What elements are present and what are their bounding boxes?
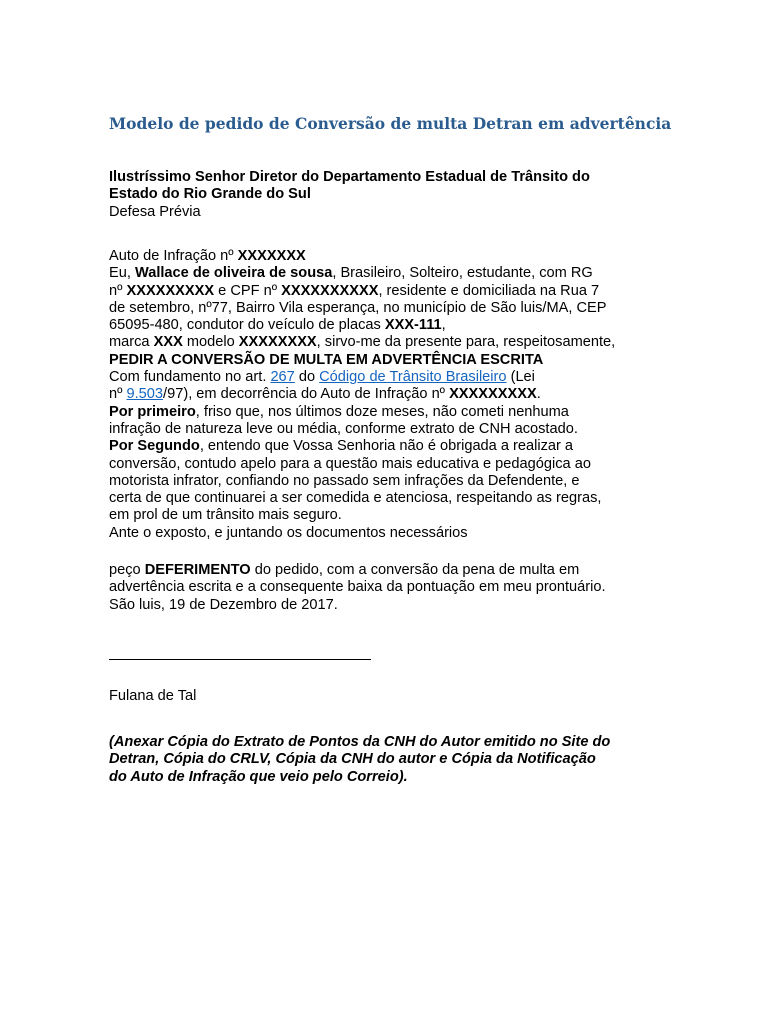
lei-prefix: nº xyxy=(109,386,127,403)
law-number-line xyxy=(109,386,669,403)
first-argument-line-1 xyxy=(109,404,669,421)
rg-prefix: nº xyxy=(109,282,127,299)
attachment-note xyxy=(109,734,669,786)
second-argument-line-4: certa de que continuarei a ser comedida e atenciosa, respeitando as regras, xyxy=(109,490,602,507)
fundamento-do: do xyxy=(294,369,320,386)
address-line-2: de setembro, nº77, Bairro Vila esperança, no município de São luis/MA, CEP xyxy=(109,299,607,316)
document-subtitle: Defesa Prévia xyxy=(109,203,201,220)
request-line-1 xyxy=(109,562,669,579)
exposto-line: Ante o exposto, e juntando os documentos necessários xyxy=(109,524,468,541)
request-heading: PEDIR A CONVERSÃO DE MULTA EM ADVERTÊNCIA ESCRITA xyxy=(109,351,544,368)
address-text-3: 65095-480, condutor do veículo de placas xyxy=(109,317,385,334)
auto-line xyxy=(109,248,669,265)
fundamento-text: Com fundamento no art. xyxy=(109,369,271,386)
lei-suffix: /97), em decorrência do Auto de Infração nº xyxy=(163,386,450,403)
second-argument-label: Por Segundo xyxy=(109,438,200,455)
request-text: do pedido, com a conversão da pena de multa em xyxy=(250,562,580,578)
addressee-line-1: Ilustríssimo Senhor Diretor do Departamento Estadual de Trânsito do xyxy=(109,169,590,185)
second-argument-line-5: em prol de um trânsito mais seguro. xyxy=(109,507,342,524)
ctb-link[interactable]: Código de Trânsito Brasileiro xyxy=(319,369,507,386)
second-argument-line-2: conversão, contudo apelo para a questão mais educativa e pedagógica ao xyxy=(109,455,591,472)
peco-text: peço xyxy=(109,562,145,578)
second-argument-line-1 xyxy=(109,438,669,455)
second-argument-text: , entendo que Vossa Senhoria não é obrigada a realizar a xyxy=(199,438,574,455)
first-argument-label: Por primeiro xyxy=(109,403,196,420)
vehicle-model-line xyxy=(109,334,669,351)
sirvo-text: , sirvo-me da presente para, respeitosamente, xyxy=(316,334,616,351)
rg-number: XXXXXXXXX xyxy=(126,282,215,299)
first-argument-line-2: infração de natureza leve ou média, conforme extrato de CNH acostado. xyxy=(109,420,578,437)
qualification-text: , Brasileiro, Solteiro, estudante, com RG xyxy=(332,265,593,282)
date-line: São luis, 19 de Dezembro de 2017. xyxy=(109,596,338,613)
period: . xyxy=(536,386,541,403)
note-line-2: Detran, Cópia do CRLV, Cópia da CNH do autor e Cópia da Notificação xyxy=(109,751,596,768)
request-block xyxy=(109,562,669,614)
modelo-label: modelo xyxy=(182,334,239,351)
vehicle-line xyxy=(109,317,669,334)
documents-line xyxy=(109,283,669,300)
lei-text: (Lei xyxy=(506,369,535,386)
auto-number-2: XXXXXXXXX xyxy=(449,386,537,403)
comma: , xyxy=(441,317,446,334)
vehicle-model: XXXXXXXX xyxy=(238,334,317,351)
identification-line xyxy=(109,265,669,282)
signature-line xyxy=(109,659,371,660)
cpf-number: XXXXXXXXXX xyxy=(281,282,379,299)
note-line-3: do Auto de Infração que veio pelo Correio). xyxy=(109,768,408,785)
body-block xyxy=(109,248,669,542)
deferimento-text: DEFERIMENTO xyxy=(144,562,251,578)
marca-label: marca xyxy=(109,334,154,351)
vehicle-plate: XXX-111 xyxy=(384,317,442,334)
auto-label: Auto de Infração nº xyxy=(109,248,238,264)
second-argument-line-3: motorista infrator, confiando no passado sem infrações da Defendente, e xyxy=(109,472,580,489)
law-9503-link[interactable]: 9.503 xyxy=(126,386,164,403)
vehicle-brand: XXX xyxy=(153,334,183,351)
addressee-line-2: Estado do Rio Grande do Sul xyxy=(109,186,311,203)
first-argument-text: , friso que, nos últimos doze meses, não cometi nenhuma xyxy=(195,403,569,420)
legal-basis-line xyxy=(109,369,669,386)
applicant-name: Wallace de oliveira de sousa xyxy=(134,265,333,282)
auto-number: XXXXXXX xyxy=(237,248,306,264)
request-line-2: advertência escrita e a consequente baixa da pontuação em meu prontuário. xyxy=(109,579,606,596)
address-text-1: , residente e domiciliada na Rua 7 xyxy=(378,282,600,299)
article-267-link[interactable]: 267 xyxy=(270,369,295,386)
document-title: Modelo de pedido de Conversão de multa Detran em advertência xyxy=(109,114,672,133)
addressee-block xyxy=(109,169,669,221)
signer-name: Fulana de Tal xyxy=(109,688,197,704)
text-eu: Eu, xyxy=(109,265,135,282)
cpf-label: e CPF nº xyxy=(214,282,282,299)
signature-block xyxy=(109,688,669,705)
note-line-1: (Anexar Cópia do Extrato de Pontos da CNH do Autor emitido no Site do xyxy=(109,734,611,750)
